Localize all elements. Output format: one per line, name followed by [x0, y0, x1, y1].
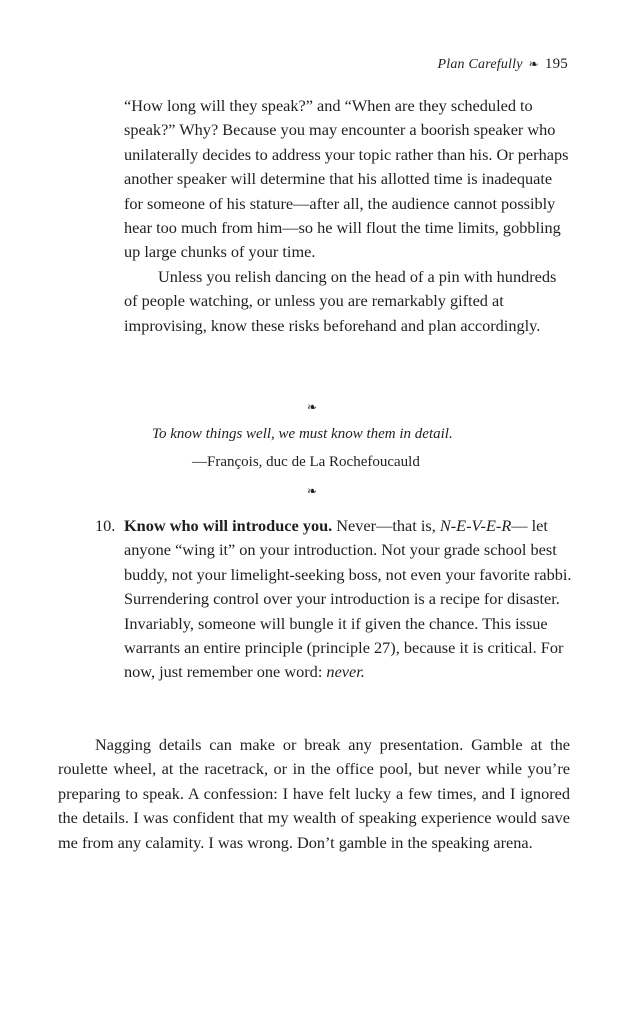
item-emphasis-a: N-E-V-E-R — [439, 516, 512, 535]
running-header — [438, 56, 568, 73]
epigraph-attribution: —François, duc de La Rochefoucauld — [192, 454, 420, 470]
item-number: 10. — [95, 516, 116, 535]
paragraph-2: Unless you relish dancing on the head of a pin with hundreds of people watching, or unless you are remarkably gifted at improvising, know these risks beforehand and plan accordingly. — [124, 266, 557, 335]
continued-text — [124, 94, 572, 338]
item-text-b: — let anyone “wing it” on your introduction. Not your grade school best buddy, not your limelight-seeking boss, not even your favorite rabbi. Surrendering control over your introduction is a recipe for disaster. Invariably, someone will bungle it if given the chance. This issue warrants an entire principle (principle 27), because it is critical. For now, just remember one word: — [124, 516, 572, 682]
list-item-10 — [95, 514, 573, 685]
paragraph-1: “How long will they speak?” and “When are they scheduled to speak?” Why? Because you may encounter a boorish speaker who unilaterally decides to address your topic rather than his. Or perhaps another speaker will determine that his allotted time is inadequate for someone of his stature—after all, the audience cannot possibly hear too much from him—so he will flout the time limits, gobbling up large chunks of your time. — [124, 96, 569, 262]
closing-paragraph: Nagging details can make or break any presentation. Gamble at the roulette wheel, at the racetrack, or in the office pool, but never while you’re preparing to speak. A confession: I have felt lucky a few times, and I ignored the details. I was confident that my wealth of speaking experience would save me from any calamity. I was wrong. Don’t gamble in the speaking arena. — [58, 735, 570, 852]
running-title: Plan Carefully — [437, 57, 523, 72]
fleuron-bottom-icon: ❧ — [306, 484, 318, 498]
item-emphasis-b: never. — [326, 662, 365, 682]
item-heading: Know who will introduce you. — [124, 516, 333, 535]
fleuron-top-icon: ❧ — [306, 400, 318, 414]
item-text-a: Never—that is, — [332, 516, 440, 535]
page-number: 195 — [544, 56, 568, 72]
epigraph-quote: To know things well, we must know them in detail. — [152, 426, 453, 442]
fleuron-icon: ❧ — [528, 57, 539, 71]
item-body — [124, 514, 573, 685]
